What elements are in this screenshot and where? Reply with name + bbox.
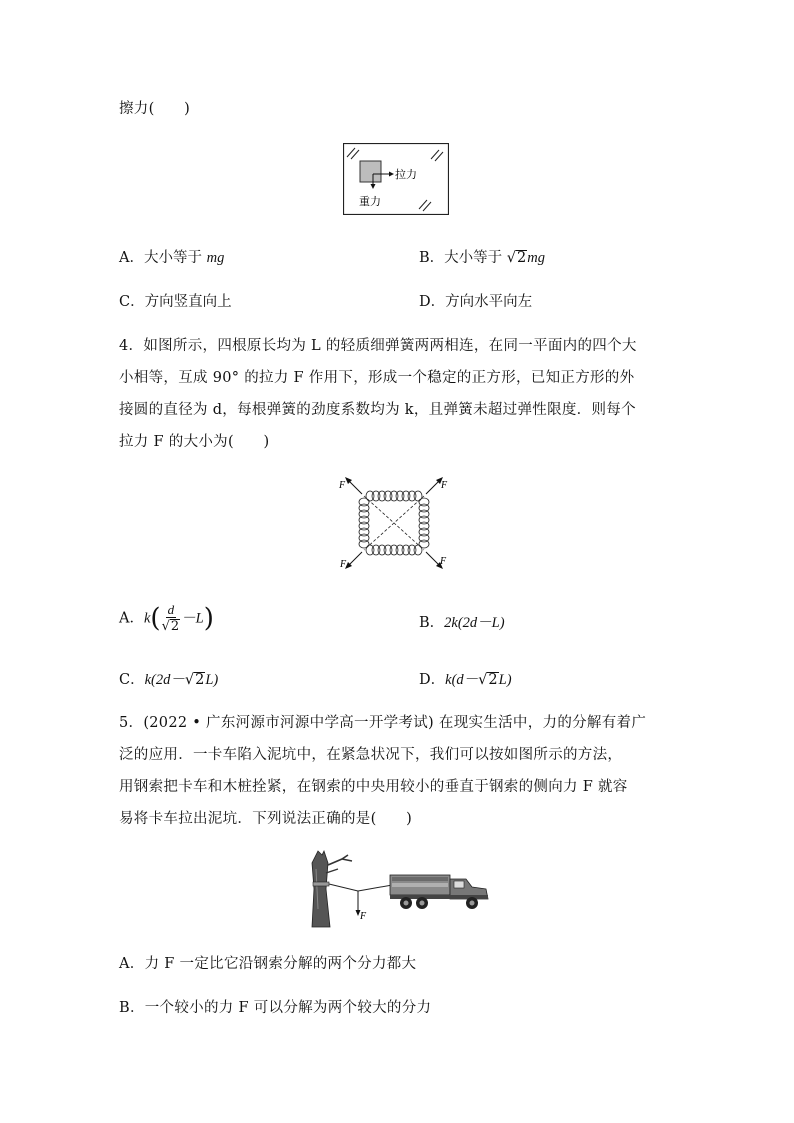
gravity-label: 重力 bbox=[359, 195, 381, 208]
q3-stem-tail: 擦力( ) bbox=[119, 101, 191, 117]
q4-option-d[interactable]: D．k(d－√2L) bbox=[419, 672, 512, 688]
q5-line-2: 泛的应用．一卡车陷入泥坑中，在紧急状况下，我们可以按如图所示的方法， bbox=[119, 747, 623, 763]
q5-option-a[interactable]: A．力 F 一定比它沿钢索分解的两个分力都大 bbox=[119, 956, 417, 972]
svg-text:F: F bbox=[340, 559, 347, 570]
q4-option-c[interactable]: C．k(2d－√2L) bbox=[119, 672, 219, 688]
q3-option-c[interactable]: C．方向竖直向上 bbox=[119, 294, 232, 310]
q4-spring-figure bbox=[336, 474, 452, 572]
q5-truck-figure bbox=[302, 849, 492, 929]
q4-line-4: 拉力 F 的大小为( ) bbox=[119, 434, 270, 450]
q3-option-d[interactable]: D．方向水平向左 bbox=[419, 294, 533, 310]
q4-option-b[interactable]: B．2k(2d－L) bbox=[419, 615, 505, 631]
q4-line-1: 4．如图所示，四根原长均为 L 的轻质细弹簧两两相连，在同一平面内的四个大 bbox=[119, 338, 637, 354]
svg-text:F: F bbox=[441, 480, 448, 491]
q5-line-1: 5．(2022 • 广东河源市河源中学高一开学考试) 在现实生活中，力的分解有着广 bbox=[119, 715, 647, 731]
q3-option-a[interactable]: A．大小等于 mg bbox=[119, 250, 225, 266]
q4-option-a[interactable]: A．k( $\frac{d}{√2}$ －L) bbox=[119, 602, 214, 634]
q5-line-4: 易将卡车拉出泥坑．下列说法正确的是( ) bbox=[119, 811, 413, 827]
q4-line-3: 接圆的直径为 d，每根弹簧的劲度系数均为 k，且弹簧未超过弹性限度．则每个 bbox=[119, 402, 636, 418]
q3-option-b[interactable]: B．大小等于 √2mg bbox=[419, 250, 545, 266]
q3-figure bbox=[343, 143, 449, 215]
svg-text:F: F bbox=[339, 480, 346, 491]
q5-option-b[interactable]: B．一个较小的力 F 可以分解为两个较大的分力 bbox=[119, 1000, 432, 1016]
q5-line-3: 用钢索把卡车和木桩拴紧，在钢索的中央用较小的垂直于钢索的侧向力 F 就容 bbox=[119, 779, 628, 795]
svg-text:F: F bbox=[360, 911, 367, 922]
pull-label: 拉力 bbox=[395, 168, 417, 181]
q4-line-2: 小相等，互成 90° 的拉力 F 作用下，形成一个稳定的正方形，已知正方形的外 bbox=[119, 370, 635, 386]
svg-text:F: F bbox=[440, 556, 447, 567]
